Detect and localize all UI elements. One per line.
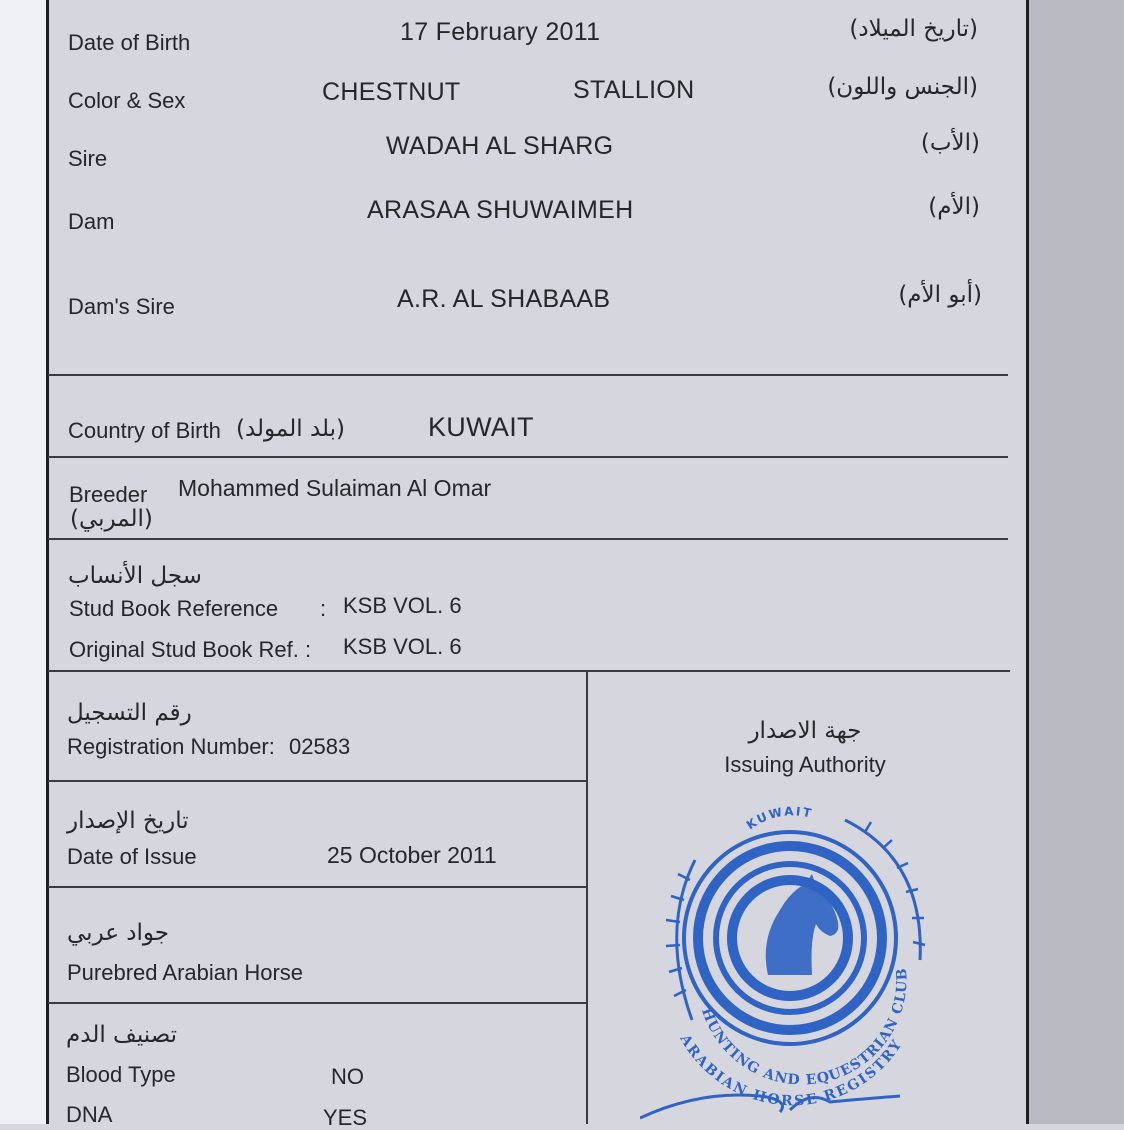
svg-text:ARABIAN HORSE REGISTRY: ARABIAN HORSE REGISTRY: [676, 1031, 907, 1110]
divider: [48, 374, 1008, 376]
sire-label-ar: (الأب): [920, 130, 980, 156]
svg-text:KUWAIT: KUWAIT: [743, 804, 815, 833]
sex-value: STALLION: [573, 76, 695, 104]
left-page-margin: [0, 0, 49, 1124]
breeder-label-ar: (المربي): [70, 506, 153, 532]
country-of-birth-label: Country of Birth: [68, 418, 221, 443]
registration-number-value: 02583: [289, 734, 351, 759]
blood-heading-ar: تصنيف الدم: [66, 1022, 178, 1048]
date-of-birth-label-ar: (تاريخ الميلاد): [849, 16, 978, 42]
divider: [48, 670, 1010, 672]
dam-label-ar: (الأم): [928, 194, 980, 220]
dam-value: ARASAA SHUWAIMEH: [367, 196, 634, 224]
original-stud-book-value: KSB VOL. 6: [343, 634, 462, 659]
color-sex-label-ar: (الجنس واللون): [827, 74, 978, 100]
dam-label: Dam: [68, 209, 115, 234]
registration-label: Registration Number:: [67, 734, 275, 759]
date-of-issue-label: Date of Issue: [67, 844, 197, 869]
date-of-birth-label: Date of Birth: [68, 30, 191, 55]
original-stud-book-label: Original Stud Book Ref. :: [69, 637, 312, 662]
dams-sire-label: Dam's Sire: [68, 294, 175, 319]
dams-sire-value: A.R. AL SHABAAB: [397, 285, 611, 313]
stud-book-reference-value: KSB VOL. 6: [343, 593, 462, 618]
blood-type-label: Blood Type: [66, 1062, 176, 1087]
date-of-birth-value: 17 February 2011: [400, 18, 601, 46]
sire-label: Sire: [68, 146, 108, 171]
country-of-birth-value: KUWAIT: [428, 412, 534, 442]
divider: [48, 780, 586, 782]
issuing-authority-heading-ar: جهة الاصدار: [748, 718, 862, 744]
dna-label: DNA: [66, 1102, 113, 1127]
seal-emblem-icon: [640, 800, 940, 1124]
dams-sire-label-ar: (أبو الأم): [898, 282, 982, 308]
date-of-issue-heading-ar: تاريخ الإصدار: [67, 808, 189, 834]
right-page-margin: [1026, 0, 1124, 1124]
blood-type-value: NO: [331, 1064, 364, 1089]
divider: [48, 538, 1008, 540]
stud-book-reference-separator: :: [320, 596, 327, 621]
sire-value: WADAH AL SHARG: [386, 132, 614, 160]
date-of-issue-value: 25 October 2011: [327, 842, 497, 868]
dna-value: YES: [323, 1105, 368, 1130]
color-value: CHESTNUT: [322, 78, 461, 106]
breeder-label: Breeder: [69, 482, 148, 507]
registry-seal: [640, 800, 940, 1124]
divider: [48, 456, 1008, 458]
registration-heading-ar: رقم التسجيل: [67, 700, 192, 726]
stud-book-heading-ar: سجل الأنساب: [68, 563, 202, 589]
breed-heading-ar: جواد عربي: [67, 920, 170, 946]
svg-text:HUNTING AND EQUESTRIAN CLUB: HUNTING AND EQUESTRIAN CLUB: [697, 966, 911, 1089]
color-sex-label: Color & Sex: [68, 88, 186, 113]
issuing-authority-label: Issuing Authority: [724, 752, 886, 777]
breed-label: Purebred Arabian Horse: [67, 960, 304, 985]
country-of-birth-label-ar: (بلد المولد): [236, 416, 346, 442]
breeder-value: Mohammed Sulaiman Al Omar: [178, 475, 492, 501]
divider: [48, 886, 586, 888]
divider: [48, 1002, 586, 1004]
stud-book-reference-label: Stud Book Reference: [69, 596, 279, 621]
column-divider: [586, 672, 588, 1124]
